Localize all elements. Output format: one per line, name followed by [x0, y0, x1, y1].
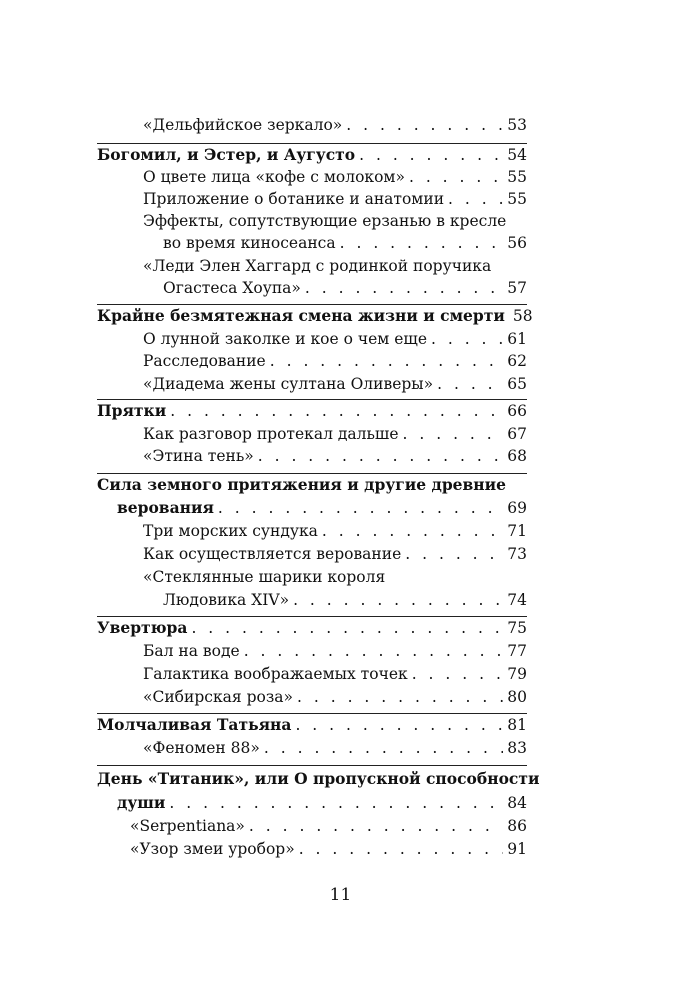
- entry-page: 79: [507, 665, 527, 683]
- leader-dots: [264, 738, 503, 758]
- toc-entry: [97, 189, 527, 209]
- toc-entry: [97, 256, 527, 276]
- entry-page: 74: [507, 591, 527, 609]
- leader-dots: [322, 521, 503, 541]
- entry-title: Огастеса Хоупа»: [163, 279, 301, 297]
- entry-page: 86: [507, 817, 527, 835]
- toc-entry: [97, 211, 527, 231]
- entry-page: 69: [507, 499, 527, 517]
- entry-title: Крайне безмятежная смена жизни и смерти: [97, 306, 505, 325]
- toc-entry: [97, 374, 527, 394]
- entry-page: 54: [507, 146, 527, 164]
- entry-page: 58: [512, 307, 533, 325]
- leader-dots: [409, 167, 503, 187]
- entry-title: «Диадема жены султана Оливеры»: [143, 375, 434, 393]
- entry-title: души: [117, 793, 166, 812]
- entry-page: 71: [507, 522, 527, 540]
- toc-entry: [97, 839, 527, 859]
- toc-entry: [97, 521, 527, 541]
- entry-page: 66: [507, 402, 527, 420]
- entry-title: Три морских сундука: [143, 522, 318, 540]
- entry-title: «Этина тень»: [143, 447, 254, 465]
- toc-entry: [97, 424, 527, 444]
- entry-page: 80: [507, 688, 527, 706]
- entry-page: 73: [507, 545, 527, 563]
- entry-title: Как разговор протекал дальше: [143, 425, 399, 443]
- leader-dots: [218, 498, 503, 518]
- toc-entry: [97, 544, 527, 564]
- leader-dots: [191, 618, 503, 638]
- entry-page: 75: [507, 619, 527, 637]
- entry-title: «Леди Элен Хаггард с родинкой поручика: [143, 257, 492, 275]
- toc-entry-bold: [97, 769, 540, 789]
- entry-title: О лунной заколке и кое о чем еще: [143, 330, 427, 348]
- entry-title: Прятки: [97, 401, 167, 420]
- entry-page: 65: [507, 375, 527, 393]
- leader-dots: [403, 424, 504, 444]
- section-divider: [97, 143, 527, 144]
- leader-dots: [299, 839, 504, 859]
- entry-page: 68: [507, 447, 527, 465]
- entry-title: «Сибирская роза»: [143, 688, 294, 706]
- entry-title: Сила земного притяжения и другие древние: [97, 475, 507, 494]
- toc-entry: [97, 816, 527, 836]
- leader-dots: [270, 351, 504, 371]
- entry-page: 62: [507, 352, 527, 370]
- entry-page: 67: [507, 425, 527, 443]
- entry-page: 56: [507, 234, 527, 252]
- leader-dots: [297, 687, 503, 707]
- toc-entry: [97, 687, 527, 707]
- entry-title: «Serpentiana»: [130, 817, 245, 835]
- section-divider: [97, 473, 527, 474]
- toc-entry: [97, 233, 527, 253]
- leader-dots: [448, 189, 503, 209]
- entry-title: Богомил, и Эстер, и Аугусто: [97, 145, 356, 164]
- section-divider: [97, 304, 527, 305]
- entry-title: День «Титаник», или О пропускной способности: [97, 769, 540, 788]
- toc-entry-bold: [97, 145, 527, 165]
- entry-page: 77: [507, 642, 527, 660]
- entry-page: 55: [507, 190, 527, 208]
- leader-dots: [293, 590, 503, 610]
- entry-title: верования: [117, 498, 214, 517]
- section-divider: [97, 713, 527, 714]
- toc-entry: [97, 351, 527, 371]
- toc-entry: [97, 738, 527, 758]
- toc-entry: [97, 567, 527, 587]
- entry-title: «Стеклянные шарики короля: [143, 568, 386, 586]
- leader-dots: [249, 816, 503, 836]
- leader-dots: [412, 664, 504, 684]
- page-number: 11: [329, 885, 352, 905]
- toc-entry: [97, 329, 527, 349]
- entry-title: Бал на воде: [143, 642, 240, 660]
- toc-entry: [97, 167, 527, 187]
- entry-page: 83: [507, 739, 527, 757]
- entry-page: 91: [507, 840, 527, 858]
- leader-dots: [295, 715, 503, 735]
- leader-dots: [244, 641, 504, 661]
- leader-dots: [437, 374, 503, 394]
- entry-page: 53: [507, 116, 527, 134]
- leader-dots: [431, 329, 503, 349]
- leader-dots: [405, 544, 503, 564]
- entry-title: Эффекты, сопутствующие ерзанью в кресле: [143, 212, 507, 230]
- toc-entry-bold: [97, 498, 527, 518]
- leader-dots: [169, 793, 503, 813]
- entry-page: 84: [507, 794, 527, 812]
- entry-title: «Феномен 88»: [143, 739, 260, 757]
- leader-dots: [340, 233, 504, 253]
- entry-title: во время киносеанса: [163, 234, 336, 252]
- toc-entry: [97, 590, 527, 610]
- toc-entry-bold: [97, 618, 527, 638]
- toc-entry: [97, 664, 527, 684]
- entry-title: Как осуществляется верование: [143, 545, 402, 563]
- section-divider: [97, 616, 527, 617]
- entry-title: Приложение о ботанике и анатомии: [143, 190, 445, 208]
- section-divider: [97, 399, 527, 400]
- entry-title: «Узор змеи уробор»: [130, 840, 295, 858]
- toc-entry: [97, 641, 527, 661]
- entry-title: «Дельфийское зеркало»: [143, 116, 343, 134]
- leader-dots: [346, 115, 503, 135]
- toc-entry-bold: [97, 715, 527, 735]
- entry-page: 57: [507, 279, 527, 297]
- entry-title: Увертюра: [97, 618, 188, 637]
- toc-entry: [97, 446, 527, 466]
- entry-page: 55: [507, 168, 527, 186]
- entry-title: Молчаливая Татьяна: [97, 715, 292, 734]
- leader-dots: [305, 278, 503, 298]
- toc-entry-bold: [97, 475, 527, 495]
- entry-title: Людовика XIV»: [163, 591, 290, 609]
- entry-title: Расследование: [143, 352, 266, 370]
- entry-title: Галактика воображаемых точек: [143, 665, 408, 683]
- leader-dots: [170, 401, 503, 421]
- leader-dots: [359, 145, 503, 165]
- entry-page: 61: [507, 330, 527, 348]
- toc-entry: [97, 278, 527, 298]
- toc-entry-bold: [97, 306, 533, 326]
- toc-entry: [97, 115, 527, 135]
- entry-title: О цвете лица «кофе с молоком»: [143, 168, 405, 186]
- toc-entry-bold: [97, 793, 527, 813]
- entry-page: 81: [507, 716, 527, 734]
- leader-dots: [258, 446, 504, 466]
- section-divider: [97, 765, 527, 766]
- toc-entry-bold: [97, 401, 527, 421]
